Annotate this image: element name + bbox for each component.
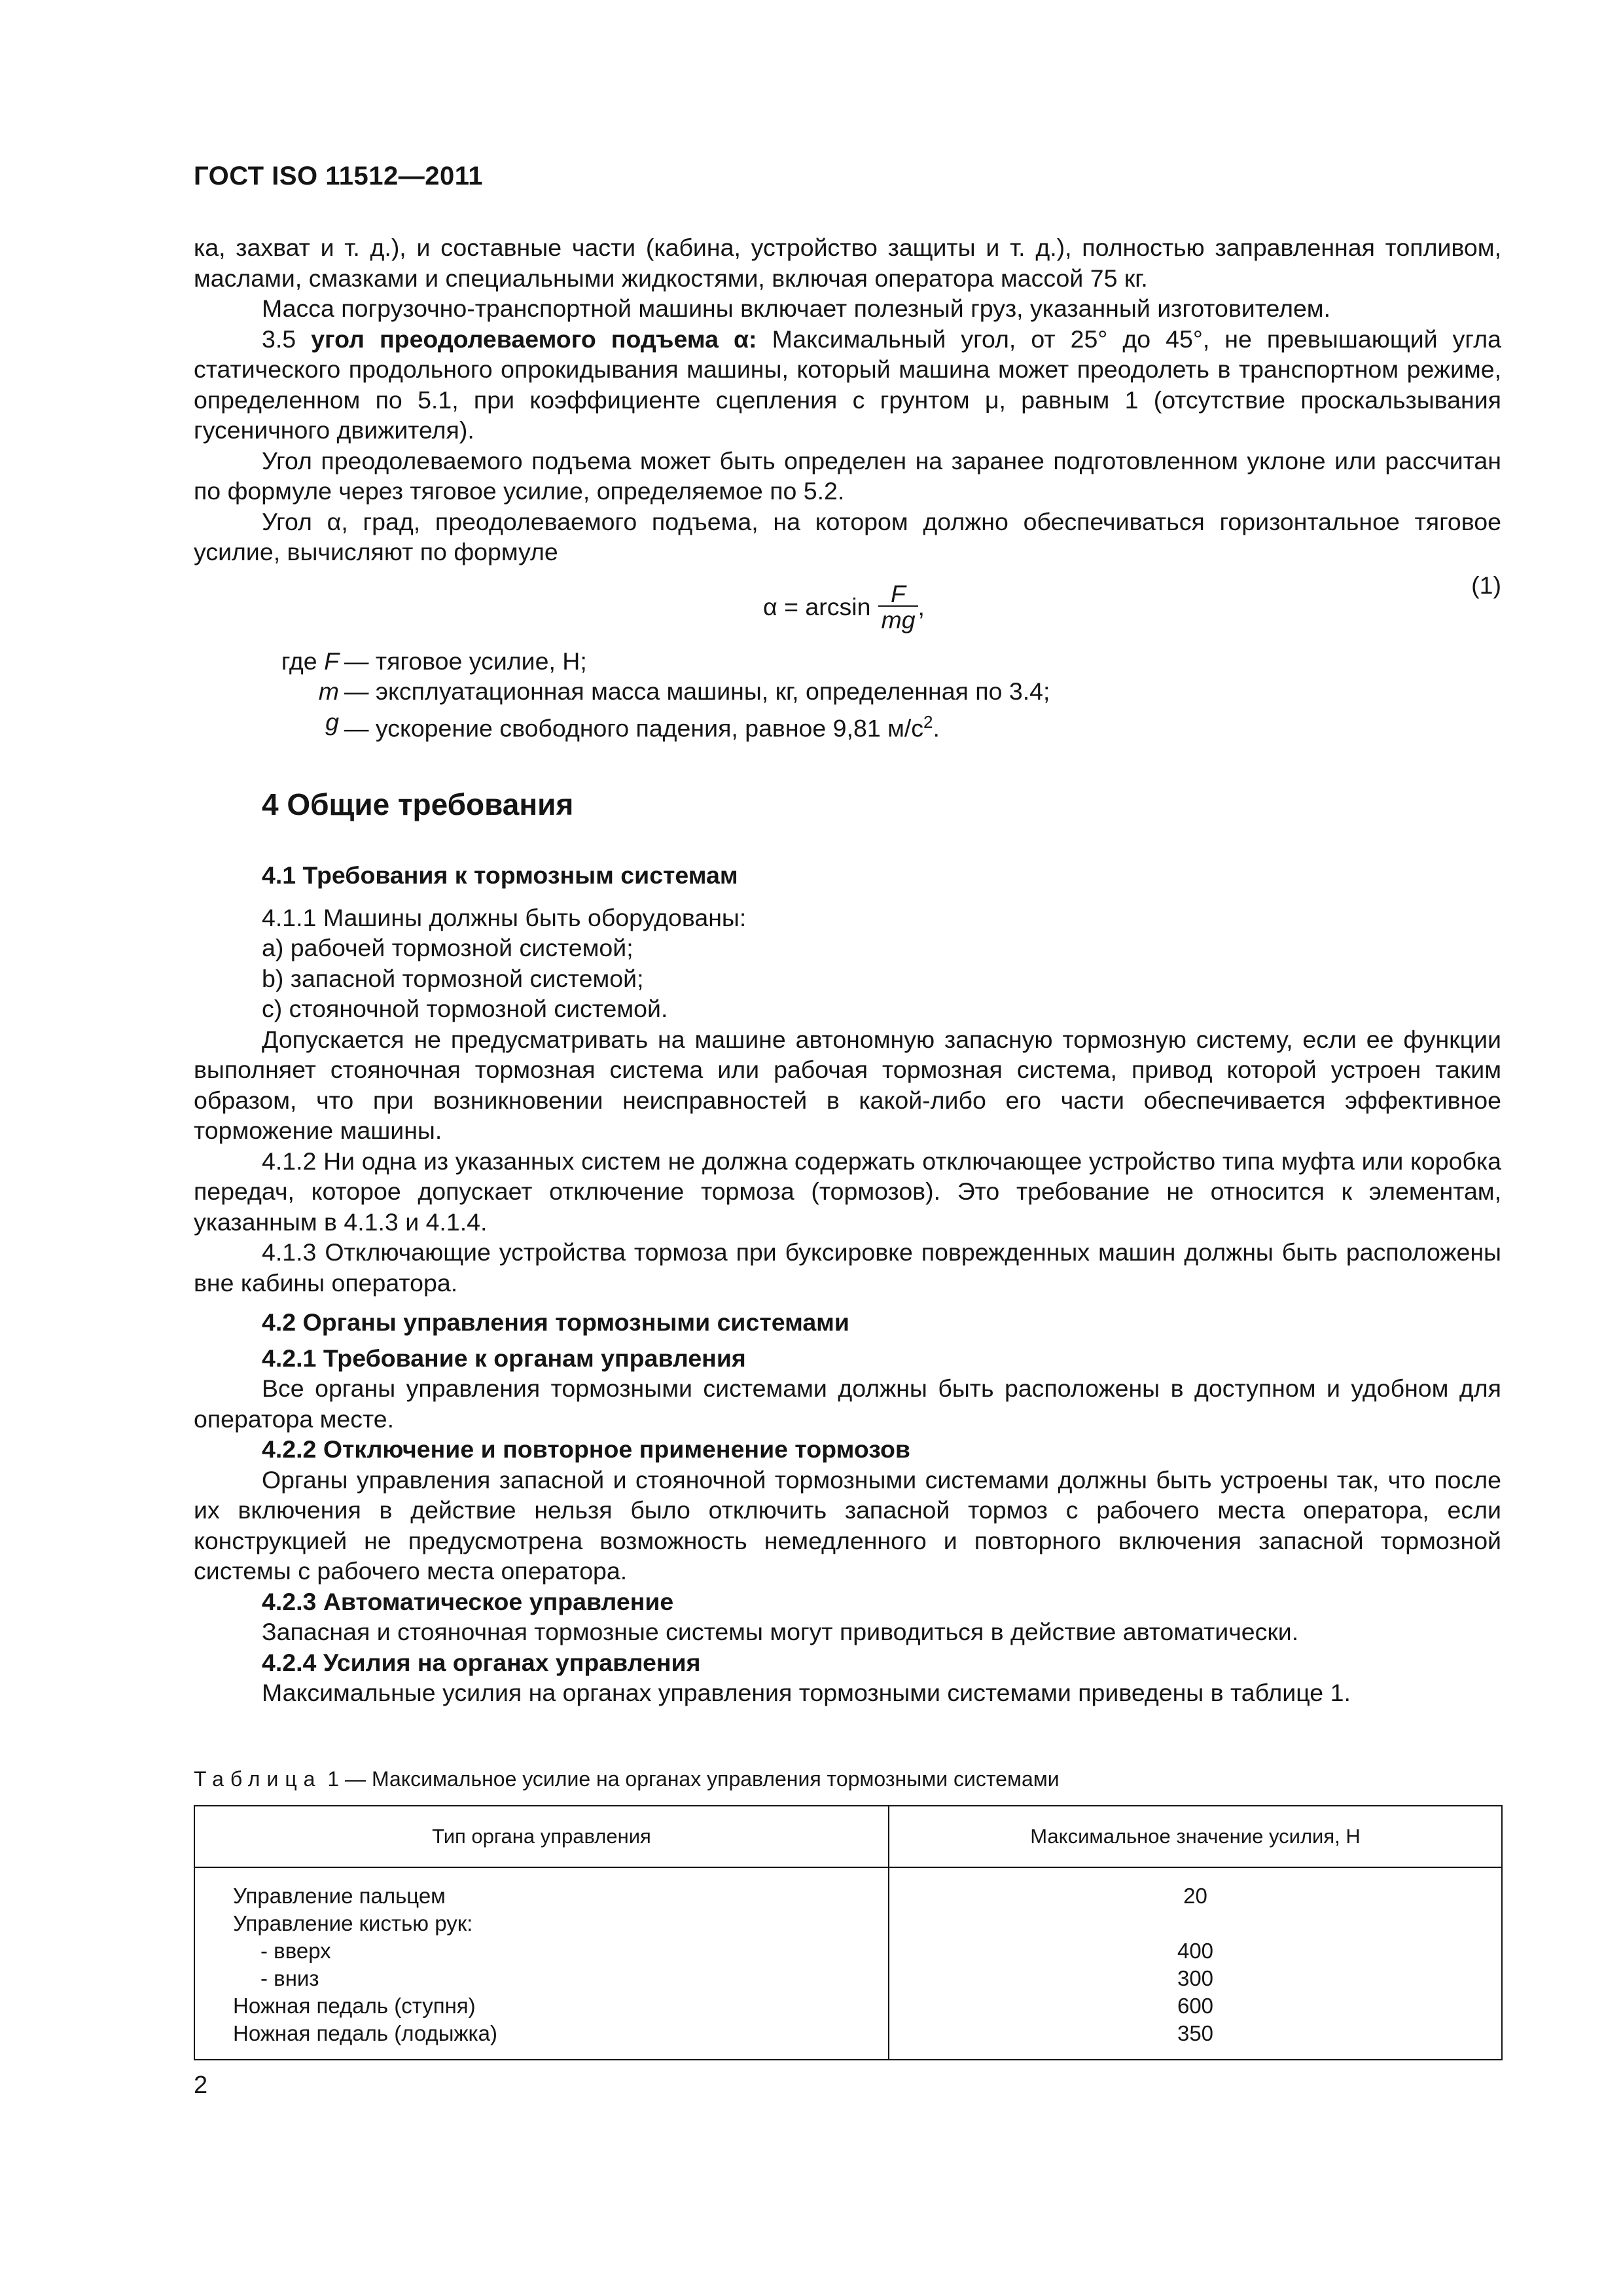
legend-text: — тяговое усилие, Н; [344,647,587,675]
document-body [194,232,1501,1708]
paragraph-4-1-2: 4.1.2 Ни одна из указанных систем не должна содержать отключающее устройство типа муфта или коробка передач, которое допускает отключение тормоза (тормозов). Это требование не относится к элементам, указанным в 4.1.3 и 4.1.4. [194,1147,1501,1236]
subsection-heading-4-1: 4.1 Требования к тормозным системам [262,861,738,889]
force-value: 300 [1177,1966,1214,1990]
legend-symbol: F [324,647,339,675]
paragraph: ка, захват и т. д.), и составные части (кабина, устройство защиты и т. д.), полностью заправленная топливом, маслами, смазками и специальными жидкостями, включая оператора массой 75 кг. [194,234,1501,292]
table-header-cell: Тип органа управления [194,1806,889,1867]
paragraph-4-1-1: 4.1.1 Машины должны быть оборудованы: [262,903,747,931]
definition-text: Максимальный угол, от 25° до 45°, не превышающий угла статического продольного опрокидывания машины, который машина может преодолеть в транспортном режиме, определенном по 5.1, при коэффициенте сцепления с грунтом μ, равным 1 (отсутствие проскальзывания гусеничного движителя). [194,325,1501,444]
paragraph-4-2-4: Максимальные усилия на органах управления тормозными системами приведены в таблице 1. [262,1679,1351,1706]
paragraph-4-2-2: Органы управления запасной и стояночной тормозными системами должны быть устроены так, что после их включения в действие нельзя было отключить запасной тормоз с рабочего места оператора, если конструкцией не предусмотрена возможность немедленного и повторного включения запасной тормозной системы с рабочего места оператора. [194,1465,1501,1585]
control-type: - вниз [260,1966,319,1990]
formula-fraction [878,579,918,634]
list-item: с) стояночной тормозной системой. [262,995,668,1022]
definition-number: 3.5 [262,325,296,353]
legend-item [194,646,1501,677]
force-value: 20 [1183,1884,1207,1908]
formula-row [194,570,1501,642]
legend-symbol: g [325,708,339,736]
requirements-list [194,933,1501,1024]
page-number: 2 [194,2072,208,2099]
definition-3-5 [194,324,1501,446]
legend-superscript: 2 [923,711,933,732]
section-heading-4: 4 Общие требования [262,787,574,821]
heading-4-2-4: 4.2.4 Усилия на органах управления [262,1648,701,1676]
legend-item [194,676,1501,707]
table-row [194,1867,1502,2060]
control-type: Ножная педаль (ступня) [233,1994,476,2018]
force-value: 400 [1177,1939,1214,1963]
document-header: ГОСТ ISO 11512—2011 [194,162,484,190]
legend-end: . [933,714,940,742]
control-type: - вверх [260,1939,331,1963]
definition-term: угол преодолеваемого подъема α: [311,325,757,353]
list-item: b) запасной тормозной системой; [262,964,644,992]
formula-numerator: F [891,579,906,607]
paragraph-4-2-1: Все органы управления тормозными системами должны быть расположены в доступном и удобном для оператора месте. [194,1374,1501,1433]
table-cell-type [194,1867,889,2060]
legend-item [194,707,1501,744]
table-header-cell: Максимальное значение усилия, Н [889,1806,1502,1867]
table-header-row [194,1806,1502,1867]
heading-4-2-2: 4.2.2 Отключение и повторное применение тормозов [262,1435,910,1463]
control-type: Управление кистью рук: [233,1911,473,1935]
paragraph: Угол преодолеваемого подъема может быть определен на заранее подготовленном уклоне или рассчитан по формуле через тяговое усилие, определяемое по 5.2. [194,446,1501,505]
paragraph: Масса погрузочно-транспортной машины включает полезный груз, указанный изготовителем. [262,295,1331,322]
formula-lhs: α = arcsin [763,593,871,621]
legend-prefix: где [281,647,325,675]
formula-legend [194,646,1501,744]
paragraph: Допускается не предусматривать на машине автономную запасную тормозную систему, если ее функции выполняет стояночная тормозная система или рабочая тормозная система, привод которой устроен таким образом, что при возникновении неисправностей в какой-либо его части обеспечивается эффективное торможение машины. [194,1025,1501,1144]
control-type: Управление пальцем [233,1884,446,1908]
legend-text: — эксплуатационная масса машины, кг, определенная по 3.4; [344,677,1050,705]
paragraph-4-1-3: 4.1.3 Отключающие устройства тормоза при буксировке поврежденных машин должны быть расположены вне кабины оператора. [194,1238,1501,1297]
paragraph-4-2-3: Запасная и стояночная тормозные системы могут приводиться в действие автоматически. [262,1618,1299,1645]
formula-denominator: mg [878,605,918,633]
force-value [890,1910,1501,1937]
data-table [194,1805,1503,2060]
heading-4-2-1: 4.2.1 Требование к органам управления [262,1344,746,1372]
legend-text: — ускорение свободного падения, равное 9,81 м/с [344,714,924,742]
subsection-heading-4-2: 4.2 Органы управления тормозными системами [262,1308,849,1336]
formula-tail: , [918,593,925,621]
control-type: Ножная педаль (лодыжка) [233,2021,498,2045]
table-cell-value [889,1867,1502,2060]
paragraph: Угол α, град, преодолеваемого подъема, на котором должно обеспечиваться горизонтальное тяговое усилие, вычисляют по формуле [194,507,1501,565]
table-caption-text: 1 — Максимальное усилие на органах управления тормозными системами [321,1767,1060,1791]
list-item: а) рабочей тормозной системой; [262,934,633,961]
formula [763,579,925,634]
table-caption [194,1767,1060,1791]
force-value: 350 [1177,2021,1214,2045]
legend-symbol: m [318,677,339,705]
table-caption-word: Таблица [194,1767,322,1791]
equation-number: (1) [1471,571,1501,599]
heading-4-2-3: 4.2.3 Автоматическое управление [262,1587,674,1615]
force-value: 600 [1177,1994,1214,2018]
